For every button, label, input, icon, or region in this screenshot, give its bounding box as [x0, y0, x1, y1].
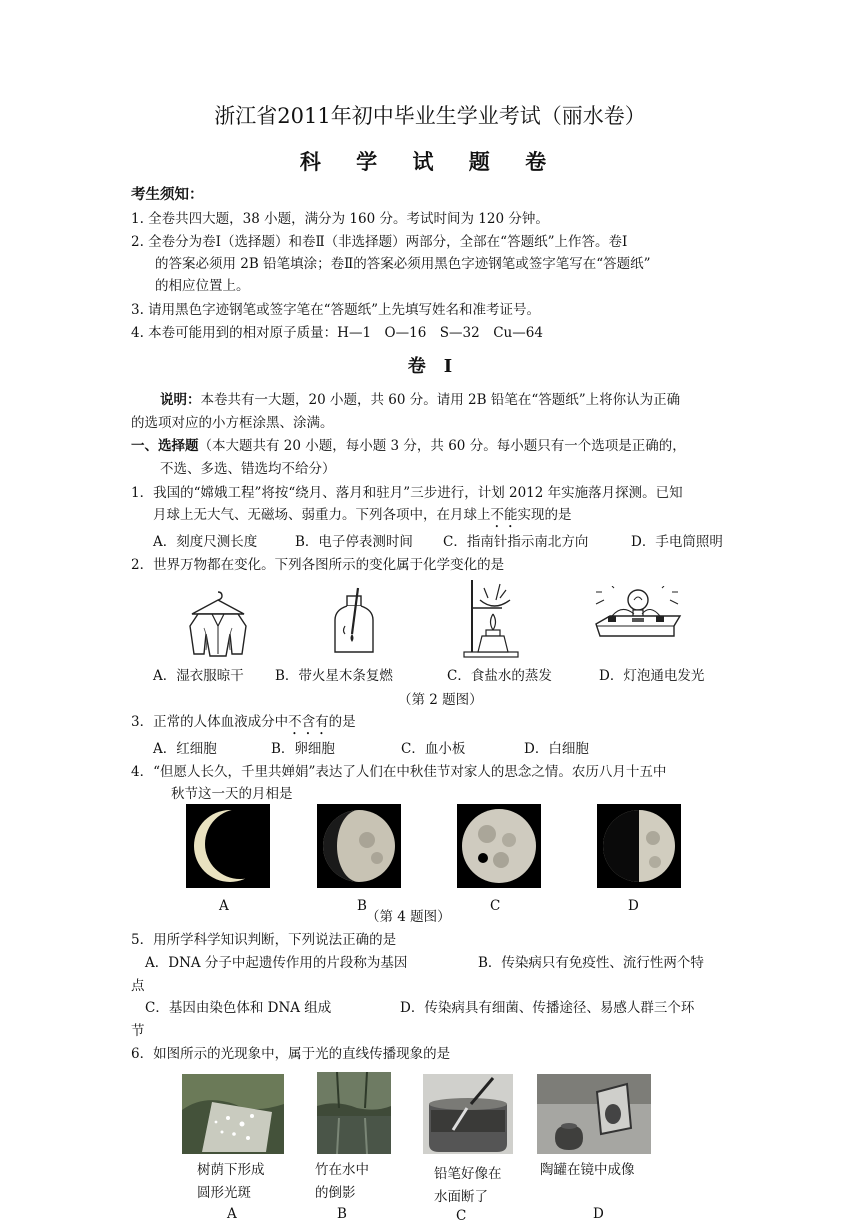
section-heading: 卷 Ⅰ	[407, 356, 453, 377]
moon-gibbous-image	[317, 804, 401, 888]
paper-subtitle: 科 学 试 题 卷	[299, 149, 561, 174]
q2-option-a[interactable]: A．湿衣服晾干	[153, 668, 244, 684]
q2-stem: 2．世界万物都在变化。下列各图所示的变化属于化学变化的是	[131, 557, 505, 573]
moon-half-image	[597, 804, 681, 888]
moon-full-image	[457, 804, 541, 888]
q1-stem-pre: 月球上无大气、无磁场、弱重力。下列各项中，在月球上	[153, 507, 491, 523]
part-intro	[131, 434, 686, 454]
q6-caption-b-1: 竹在水中	[315, 1162, 369, 1178]
q4-stem: 4．“但愿人长久，千里共婵娟”表达了人们在中秋佳节对家人的思念之情。农历八月十五中	[131, 764, 667, 780]
q6-label-c[interactable]: C	[456, 1208, 467, 1224]
reignite-splint-icon	[330, 586, 378, 656]
bamboo-reflection-photo	[317, 1072, 391, 1154]
q1-stem-cont	[153, 503, 572, 531]
q3-option-c[interactable]: C．血小板	[401, 741, 466, 757]
q5-stem: 5．用所学科学知识判断，下列说法正确的是	[131, 932, 397, 948]
part-text: （本大题共有 20 小题，每小题 3 分，共 60 分。每小题只有一个选项是正确的，	[198, 438, 686, 454]
q1-option-b[interactable]: B．电子停表测时间	[295, 534, 413, 550]
q2-option-d[interactable]: D．灯泡通电发光	[599, 668, 705, 684]
lightbulb-circuit-icon	[592, 586, 684, 646]
evaporation-setup-icon	[460, 578, 522, 660]
q5-option-a[interactable]: A．DNA 分子中起遗传作用的片段称为基因	[145, 955, 408, 971]
notice-heading: 考生须知：	[131, 186, 204, 203]
q4-caption: （第 4 题图）	[366, 909, 451, 925]
notice-item-3: 3. 请用黑色字迹钢笔或签字笔在“答题纸”上先填写姓名和准考证号。	[131, 302, 540, 318]
q5-option-b-cont: 点	[131, 978, 145, 994]
q1-stem: 1．我国的“嫦娥工程”将按“绕月、落月和驻月”三步进行，计划 2012 年实施落月探测。已知	[131, 485, 683, 501]
q3-option-a[interactable]: A．红细胞	[153, 741, 217, 757]
notice-item-2-cont2: 的相应位置上。	[155, 278, 250, 294]
q6-caption-a-2: 圆形光斑	[197, 1185, 251, 1201]
q3-stem-pre: 3．正常的人体血液成分中	[131, 714, 289, 730]
q3-stem-post: 的是	[328, 714, 356, 730]
q6-caption-d-1: 陶罐在镜中成像	[540, 1162, 635, 1178]
q1-option-d[interactable]: D．手电筒照明	[631, 534, 723, 550]
q2-option-c[interactable]: C．食盐水的蒸发	[447, 668, 552, 684]
q6-label-b[interactable]: B	[337, 1206, 347, 1222]
notice-item-2: 2. 全卷分为卷Ⅰ（选择题）和卷Ⅱ（非选择题）两部分，全部在“答题纸”上作答。卷Ⅰ	[131, 234, 628, 250]
q1-stem-post: 实现的是	[517, 507, 572, 523]
q4-label-a[interactable]: A	[219, 898, 229, 914]
q1-option-c[interactable]: C．指南针指示南北方向	[443, 534, 589, 550]
q6-caption-c-1: 铅笔好像在	[434, 1166, 502, 1182]
notice-item-4: 4. 本卷可能用到的相对原子质量：H—1 O—16 S—32 Cu—64	[131, 325, 543, 341]
moon-crescent-image	[186, 804, 270, 888]
q6-label-d[interactable]: D	[593, 1206, 604, 1222]
q4-label-b[interactable]: B	[357, 898, 367, 914]
q4-label-c[interactable]: C	[490, 898, 501, 914]
q6-caption-c-2: 水面断了	[434, 1189, 488, 1205]
section-note-cont: 的选项对应的小方框涂黑、涂满。	[131, 415, 334, 431]
q5-option-d[interactable]: D．传染病具有细菌、传播途径、易感人群三个环	[400, 1000, 695, 1016]
q6-caption-a-1: 树荫下形成	[197, 1162, 265, 1178]
q3-stem	[131, 710, 356, 738]
q2-caption: （第 2 题图）	[398, 692, 483, 708]
section-note-label: 说明：	[160, 392, 201, 408]
q4-stem-cont: 秋节这一天的月相是	[171, 786, 293, 802]
wet-clothes-icon	[186, 588, 250, 660]
q5-option-d-cont: 节	[131, 1023, 145, 1039]
section-note-text: 本卷共有一大题，20 小题，共 60 分。请用 2B 铅笔在“答题纸”上将你认为正确	[200, 392, 681, 408]
q1-option-a[interactable]: A．刻度尺测长度	[153, 534, 258, 550]
part-label: 一、选择题	[131, 438, 199, 454]
q5-option-b[interactable]: B．传染病只有免疫性、流行性两个特	[478, 955, 704, 971]
section-note	[160, 388, 680, 408]
part-intro-cont: 不选、多选、错选均不给分）	[160, 461, 336, 477]
q1-emphasis: 不能	[490, 507, 518, 523]
q5-option-c[interactable]: C．基因由染色体和 DNA 组成	[145, 1000, 332, 1016]
q6-caption-b-2: 的倒影	[315, 1185, 356, 1201]
q4-label-d[interactable]: D	[628, 898, 639, 914]
notice-item-2-cont: 的答案必须用 2B 铅笔填涂；卷Ⅱ的答案必须用黑色字迹钢笔或签字笔写在“答题纸”	[155, 256, 651, 272]
q3-option-d[interactable]: D．白细胞	[524, 741, 589, 757]
q3-option-b[interactable]: B．卵细胞	[271, 741, 335, 757]
pencil-water-photo	[423, 1074, 513, 1154]
exam-title: 浙江省2011年初中毕业生学业考试（丽水卷）	[214, 104, 646, 128]
mirror-pot-photo	[537, 1074, 651, 1154]
q3-emphasis: 不含有	[288, 714, 329, 730]
notice-item-1: 1. 全卷共四大题，38 小题，满分为 160 分。考试时间为 120 分钟。	[131, 211, 549, 227]
tree-shade-photo	[182, 1074, 284, 1154]
q2-option-b[interactable]: B．带火星木条复燃	[275, 668, 393, 684]
q6-label-a[interactable]: A	[227, 1206, 237, 1222]
q6-stem: 6．如图所示的光现象中，属于光的直线传播现象的是	[131, 1046, 451, 1062]
